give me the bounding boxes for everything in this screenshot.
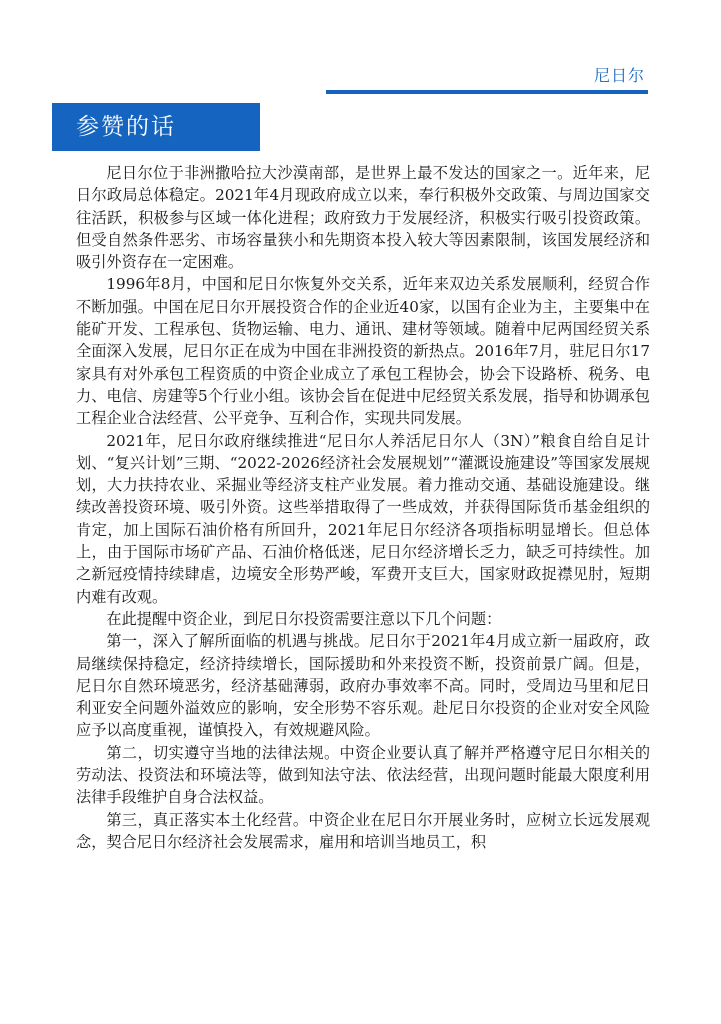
paragraph: 第一，深入了解所面临的机遇与挑战。尼日尔于2021年4月成立新一届政府，政局继续保持稳定，经济持续增长，国际援助和外来投资不断，投资前景广阔。但是，尼日尔自然环境恶劣，经济基础薄弱，政府办事效率不高。同时，受周边马里和尼日利亚安全问题外溢效应的影响，安全形势不容乐观。赴尼日尔投资的企业对安全风险应予以高度重视，谨慎投入，有效规避风险。	[76, 632, 650, 740]
paragraph: 1996年8月，中国和尼日尔恢复外交关系，近年来双边关系发展顺利，经贸合作不断加强。中国在尼日尔开展投资合作的企业近40家，以国有企业为主，主要集中在能矿开发、工程承包、货物运输、电力、通讯、建材等领域。随着中尼两国经贸关系全面深入发展，尼日尔正在成为中国在非洲投资的新热点。2016年7月，驻尼日尔17家具有对外承包工程资质的中资企业成立了承包工程协会，协会下设路桥、税务、电力、电信、房建等5个行业小组。该协会旨在促进中尼经贸关系发展，指导和协调承包工程企业合法经营、公平竞争、互利合作，实现共同发展。	[76, 275, 650, 428]
paragraph: 尼日尔位于非洲撒哈拉大沙漠南部，是世界上最不发达的国家之一。近年来，尼日尔政局总体稳定。2021年4月现政府成立以来，奉行积极外交政策、与周边国家交往活跃，积极参与区域一体化进程；政府致力于发展经济，积极实行吸引投资政策。但受自然条件恶劣、市场容量狭小和先期资本投入较大等因素限制，该国发展经济和吸引外资存在一定困难。	[76, 164, 650, 272]
section-title: 参赞的话	[76, 114, 176, 140]
body-text	[76, 162, 650, 853]
running-header-title: 尼日尔	[593, 66, 645, 85]
paragraph: 2021年，尼日尔政府继续推进“尼日尔人养活尼日尔人（3N）”粮食自给自足计划、“复兴计划”三期、“2022-2026经济社会发展规划”“灌溉设施建设”等国家发展规划，大力扶持农业、采掘业等经济支柱产业发展。着力推动交通、基础设施建设。继续改善投资环境、吸引外资。这些举措取得了一些成效，并获得国际货币基金组织的肯定，加上国际石油价格有所回升，2021年尼日尔经济各项指标明显增长。但总体上，由于国际市场矿产品、石油价格低迷，尼日尔经济增长乏力，缺乏可持续性。加之新冠疫情持续肆虐，边境安全形势严峻，军费开支巨大，国家财政捉襟见肘，短期内难有改观。	[76, 431, 650, 606]
header-rule	[326, 90, 648, 94]
paragraph: 在此提醒中资企业，到尼日尔投资需要注意以下几个问题：	[106, 609, 502, 628]
paragraph: 第二，切实遵守当地的法律法规。中资企业要认真了解并严格遵守尼日尔相关的劳动法、投资法和环境法等，做到知法守法、依法经营，出现问题时能最大限度利用法律手段维护自身合法权益。	[76, 743, 650, 807]
paragraph: 第三，真正落实本土化经营。中资企业在尼日尔开展业务时，应树立长远发展观念，契合尼日尔经济社会发展需求，雇用和培训当地员工，积	[76, 810, 650, 851]
